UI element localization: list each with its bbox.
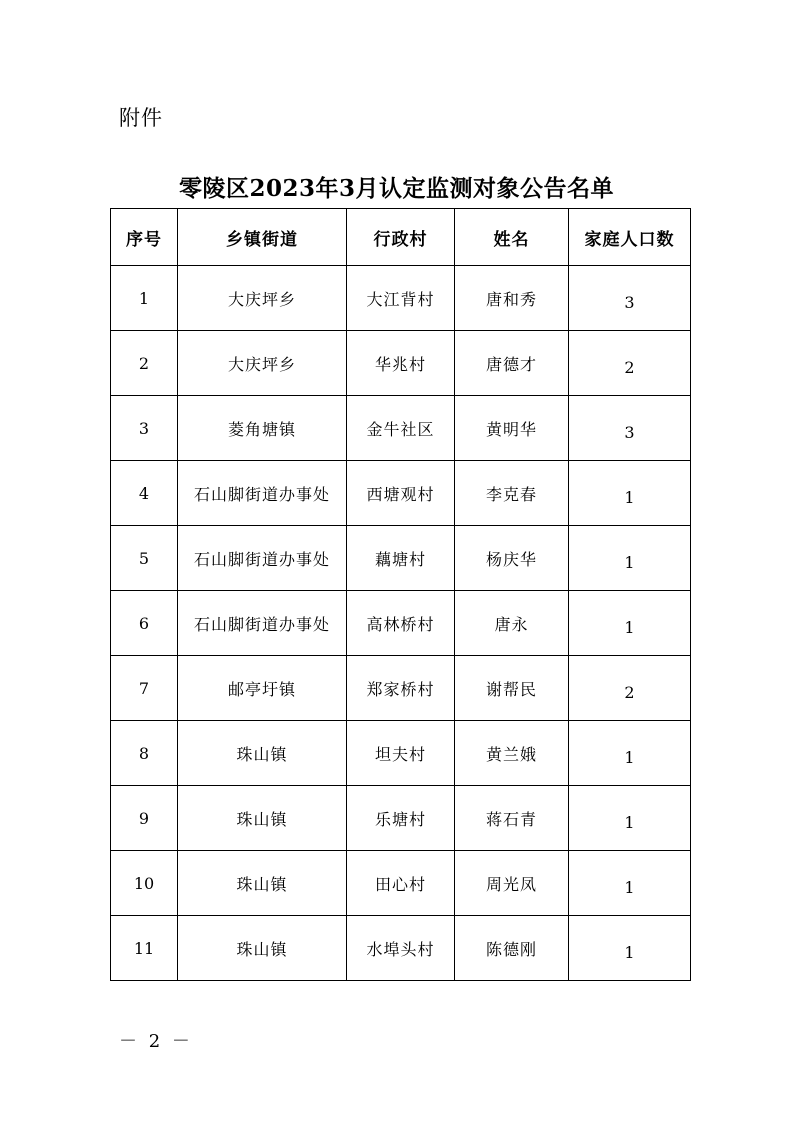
table-row bbox=[111, 266, 691, 331]
monitoring-roster-table bbox=[110, 208, 691, 981]
header-serial: 序号 bbox=[111, 209, 178, 266]
header-village: 行政村 bbox=[347, 209, 455, 266]
cell-village: 高林桥村 bbox=[347, 591, 455, 656]
header-township: 乡镇街道 bbox=[178, 209, 347, 266]
cell-village: 田心村 bbox=[347, 851, 455, 916]
table-row bbox=[111, 331, 691, 396]
cell-township: 石山脚街道办事处 bbox=[178, 461, 347, 526]
cell-serial: 3 bbox=[111, 396, 178, 461]
cell-name: 黄明华 bbox=[455, 396, 569, 461]
cell-township: 石山脚街道办事处 bbox=[178, 526, 347, 591]
cell-village: 藕塘村 bbox=[347, 526, 455, 591]
cell-household-size: 1 bbox=[569, 721, 691, 786]
cell-serial: 9 bbox=[111, 786, 178, 851]
cell-township: 珠山镇 bbox=[178, 721, 347, 786]
cell-village: 水埠头村 bbox=[347, 916, 455, 981]
cell-household-size: 1 bbox=[569, 851, 691, 916]
cell-name: 蒋石青 bbox=[455, 786, 569, 851]
cell-township: 大庆坪乡 bbox=[178, 266, 347, 331]
cell-name: 唐和秀 bbox=[455, 266, 569, 331]
cell-serial: 8 bbox=[111, 721, 178, 786]
cell-serial: 11 bbox=[111, 916, 178, 981]
cell-serial: 2 bbox=[111, 331, 178, 396]
cell-village: 华兆村 bbox=[347, 331, 455, 396]
table-row bbox=[111, 851, 691, 916]
cell-serial: 7 bbox=[111, 656, 178, 721]
cell-township: 大庆坪乡 bbox=[178, 331, 347, 396]
cell-name: 李克春 bbox=[455, 461, 569, 526]
cell-name: 唐德才 bbox=[455, 331, 569, 396]
cell-village: 坦夫村 bbox=[347, 721, 455, 786]
cell-village: 乐塘村 bbox=[347, 786, 455, 851]
table-row bbox=[111, 396, 691, 461]
header-household-size: 家庭人口数 bbox=[569, 209, 691, 266]
cell-township: 石山脚街道办事处 bbox=[178, 591, 347, 656]
cell-village: 金牛社区 bbox=[347, 396, 455, 461]
cell-village: 西塘观村 bbox=[347, 461, 455, 526]
cell-name: 陈德刚 bbox=[455, 916, 569, 981]
table-header-row bbox=[111, 209, 691, 266]
cell-township: 珠山镇 bbox=[178, 851, 347, 916]
cell-household-size: 1 bbox=[569, 591, 691, 656]
header-name: 姓名 bbox=[455, 209, 569, 266]
table-row bbox=[111, 461, 691, 526]
cell-serial: 10 bbox=[111, 851, 178, 916]
table-row bbox=[111, 721, 691, 786]
cell-serial: 4 bbox=[111, 461, 178, 526]
cell-household-size: 3 bbox=[569, 396, 691, 461]
table-row bbox=[111, 591, 691, 656]
table-row bbox=[111, 916, 691, 981]
cell-township: 珠山镇 bbox=[178, 786, 347, 851]
table-row bbox=[111, 786, 691, 851]
cell-household-size: 2 bbox=[569, 656, 691, 721]
cell-serial: 6 bbox=[111, 591, 178, 656]
cell-name: 周光凤 bbox=[455, 851, 569, 916]
cell-township: 菱角塘镇 bbox=[178, 396, 347, 461]
cell-name: 谢帮民 bbox=[455, 656, 569, 721]
page-number: － 2 － bbox=[119, 1031, 193, 1052]
cell-household-size: 2 bbox=[569, 331, 691, 396]
table-row bbox=[111, 526, 691, 591]
cell-village: 郑家桥村 bbox=[347, 656, 455, 721]
table-row bbox=[111, 656, 691, 721]
cell-household-size: 1 bbox=[569, 461, 691, 526]
cell-name: 杨庆华 bbox=[455, 526, 569, 591]
cell-township: 邮亭圩镇 bbox=[178, 656, 347, 721]
cell-township: 珠山镇 bbox=[178, 916, 347, 981]
cell-serial: 5 bbox=[111, 526, 178, 591]
cell-household-size: 3 bbox=[569, 266, 691, 331]
cell-household-size: 1 bbox=[569, 526, 691, 591]
cell-household-size: 1 bbox=[569, 786, 691, 851]
cell-name: 黄兰娥 bbox=[455, 721, 569, 786]
document-title: 零陵区2023年3月认定监测对象公告名单 bbox=[178, 175, 615, 202]
cell-household-size: 1 bbox=[569, 916, 691, 981]
cell-village: 大江背村 bbox=[347, 266, 455, 331]
cell-serial: 1 bbox=[111, 266, 178, 331]
attachment-label: 附件 bbox=[119, 106, 163, 130]
cell-name: 唐永 bbox=[455, 591, 569, 656]
